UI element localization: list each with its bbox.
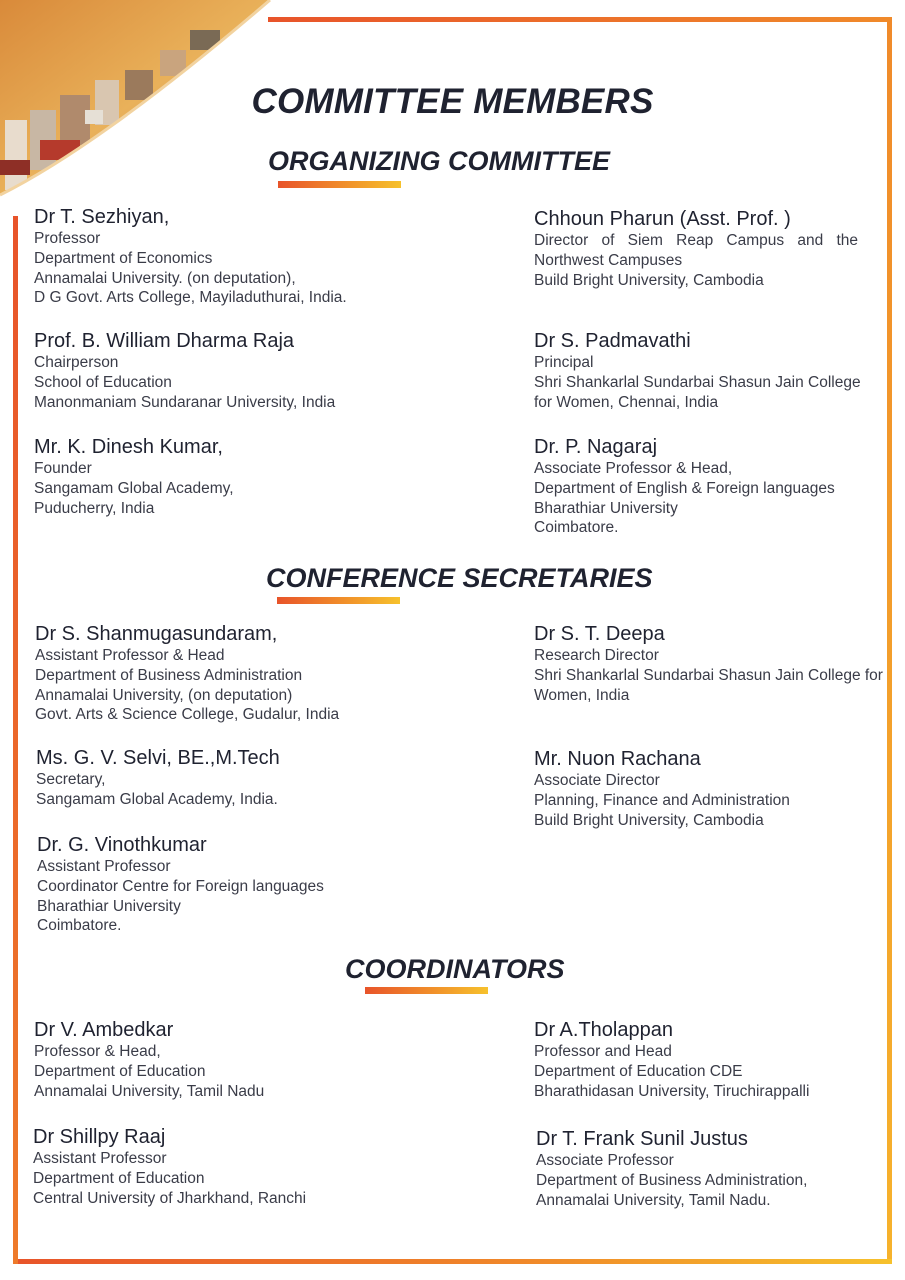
member-detail: Sangamam Global Academy, — [34, 479, 234, 497]
member-detail: Coimbatore. — [37, 917, 122, 935]
member-card — [34, 435, 234, 518]
member-card — [534, 329, 861, 412]
member-card — [534, 747, 790, 830]
member-card — [534, 207, 858, 290]
member-detail: Research Director — [534, 647, 659, 664]
coordinators-heading: COORDINATORS — [345, 954, 565, 984]
member-name: Prof. B. William Dharma Raja — [34, 330, 295, 352]
member-name: Dr S. Padmavathi — [534, 330, 691, 352]
member-detail: Associate Director — [534, 772, 660, 789]
member-detail: Department of English & Foreign languages — [534, 479, 835, 497]
member-detail: Secretary, — [36, 771, 106, 788]
member-card — [34, 329, 335, 412]
member-detail: for Women, Chennai, India — [534, 393, 719, 411]
member-card — [36, 746, 280, 810]
member-detail: Assistant Professor — [33, 1150, 167, 1167]
member-detail: Founder — [34, 460, 92, 477]
member-detail: Bharathidasan University, Tiruchirappalli — [534, 1082, 810, 1100]
member-detail: D G Govt. Arts College, Mayiladuthurai, India. — [34, 289, 347, 307]
member-detail: Professor and Head — [534, 1043, 672, 1060]
member-detail: Department of Education — [34, 1062, 206, 1080]
heading-underline — [277, 597, 400, 604]
member-detail: Annamalai University, (on deputation) — [35, 686, 293, 704]
member-detail: Associate Professor — [536, 1152, 674, 1169]
member-card — [33, 1125, 306, 1208]
member-name: Dr V. Ambedkar — [34, 1019, 174, 1041]
member-name: Chhoun Pharun (Asst. Prof. ) — [534, 208, 791, 230]
member-detail: Shri Shankarlal Sundarbai Shasun Jain College — [534, 373, 861, 391]
member-detail: Planning, Finance and Administration — [534, 791, 790, 809]
member-card — [34, 1018, 264, 1101]
member-detail: Central University of Jharkhand, Ranchi — [33, 1189, 307, 1207]
member-detail: Department of Education CDE — [534, 1062, 743, 1080]
organizing-committee-heading: ORGANIZING COMMITTEE — [268, 146, 610, 176]
member-name: Dr A.Tholappan — [534, 1019, 673, 1041]
member-detail: Department of Business Administration — [35, 666, 303, 684]
member-card — [35, 622, 339, 725]
member-detail: Principal — [534, 354, 594, 371]
member-detail: Professor & Head, — [34, 1043, 161, 1060]
member-card — [534, 435, 835, 538]
member-detail: Department of Economics — [34, 249, 213, 267]
member-detail: Assistant Professor — [37, 858, 171, 875]
member-name: Mr. K. Dinesh Kumar, — [34, 436, 223, 458]
member-name: Dr S. Shanmugasundaram, — [35, 623, 278, 645]
member-detail: Shri Shankarlal Sundarbai Shasun Jain College for — [534, 666, 883, 684]
member-detail: Build Bright University, Cambodia — [534, 811, 764, 829]
member-detail: Annamalai University, Tamil Nadu. — [536, 1191, 771, 1209]
member-detail: Coimbatore. — [534, 519, 619, 537]
member-detail: Bharathiar University — [37, 897, 181, 915]
member-card — [536, 1127, 807, 1210]
conference-secretaries-heading: CONFERENCE SECRETARIES — [266, 563, 653, 593]
member-detail: Department of Education — [33, 1169, 205, 1187]
member-detail: Associate Professor & Head, — [534, 460, 733, 477]
member-card — [34, 205, 347, 308]
heading-underline — [365, 987, 488, 994]
member-detail: Northwest Campuses — [534, 251, 683, 269]
member-detail: Annamalai University, Tamil Nadu — [34, 1082, 265, 1100]
member-detail: Coordinator Centre for Foreign languages — [37, 877, 324, 895]
member-name: Dr. P. Nagaraj — [534, 436, 658, 458]
member-card — [534, 1018, 809, 1101]
member-name: Dr T. Frank Sunil Justus — [536, 1128, 748, 1150]
member-detail: Bharathiar University — [534, 499, 678, 517]
member-card — [534, 622, 883, 705]
member-detail: School of Education — [34, 373, 172, 391]
member-detail: Sangamam Global Academy, India. — [36, 790, 278, 808]
member-detail: Govt. Arts & Science College, Gudalur, India — [35, 706, 340, 724]
member-detail: Assistant Professor & Head — [35, 647, 225, 664]
member-detail: Women, India — [534, 686, 630, 704]
page-title: COMMITTEE MEMBERS — [251, 82, 654, 121]
member-detail: Chairperson — [34, 354, 119, 371]
member-name: Mr. Nuon Rachana — [534, 748, 701, 770]
member-detail: Professor — [34, 230, 101, 247]
member-detail: Build Bright University, Cambodia — [534, 271, 764, 289]
member-card — [37, 833, 324, 936]
heading-underline — [278, 181, 401, 188]
member-detail: Annamalai University. (on deputation), — [34, 269, 296, 287]
member-detail: Manonmaniam Sundaranar University, India — [34, 393, 336, 411]
member-name: Dr Shillpy Raaj — [33, 1126, 166, 1148]
member-detail: Puducherry, India — [34, 499, 155, 517]
member-detail: Department of Business Administration, — [536, 1171, 808, 1189]
member-name: Dr. G. Vinothkumar — [37, 834, 207, 856]
member-name: Dr T. Sezhiyan, — [34, 206, 170, 228]
member-name: Ms. G. V. Selvi, BE.,M.Tech — [36, 747, 280, 769]
member-detail: Director of Siem Reap Campus and the — [534, 232, 858, 249]
member-name: Dr S. T. Deepa — [534, 623, 665, 645]
